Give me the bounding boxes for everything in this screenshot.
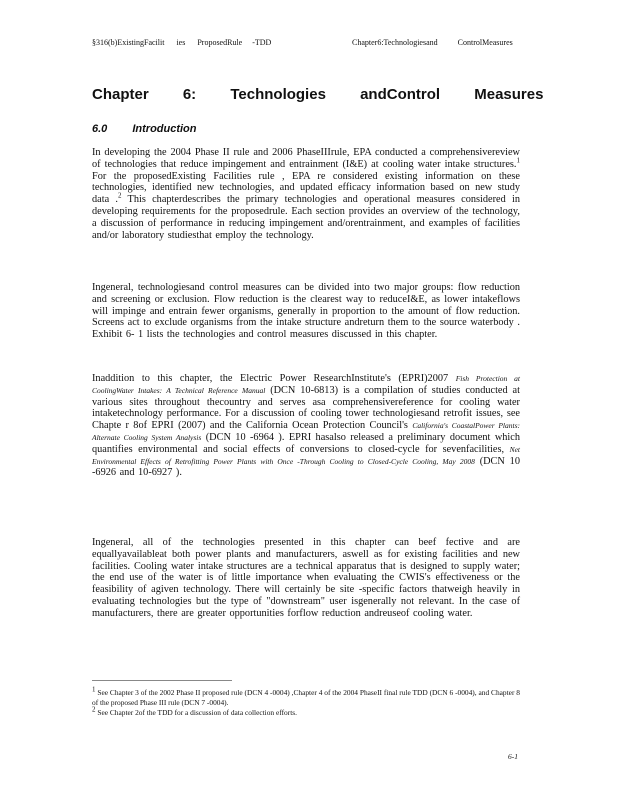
citation-epri-manual: Fish Protection at CoolingWater Intakes: A Technical Reference Manual (92, 374, 520, 395)
page-number: 6-1 (508, 752, 518, 761)
footnote-1 (92, 685, 520, 708)
footnote-2 (92, 705, 520, 718)
footnote-mark-1: 1 (92, 685, 96, 694)
running-header-right: Chapter6:Technologiesand ControlMeasures (352, 38, 513, 47)
citation-california-report: California's CoastalPower Plants: Alternate Cooling System Analysis (92, 421, 520, 442)
footnote-text-2: See Chapter 2of the TDD for a discussion of data collection efforts. (95, 708, 297, 717)
footnote-ref-1: 1 (516, 156, 520, 165)
chapter-title: Chapter 6: Technologies andControl Measures (92, 86, 544, 103)
paragraph-3-text-a: Inaddition to this chapter, the Electric Power ResearchInstitute's (EPRI)2007 (92, 373, 456, 384)
footnote-text-1: See Chapter 3 of the 2002 Phase II proposed rule (DCN 4 -0004) ,Chapter 4 of the 2004 PhaseII final rule TDD (DCN 6 -0004), and Chapter 8 of the proposed Phase III rule (DCN 7 -0004). (92, 688, 520, 707)
paragraph-1-text-b: For the proposedExisting Facilities rule , EPA re considered existing information on these technologies, identified new technologies, and updated efficacy information based on new study data . (92, 170, 520, 206)
citation-epri-retrofit: Net Environmental Effects of Retrofitting Power Plants with Once -Through Cooling to Closed-Cycle Cooling, May 2008 (92, 444, 520, 466)
footnotes (92, 685, 520, 718)
paragraph-3-text-c: (DCN 10 -6964 ). EPRI hasalso released a preliminary document which quantifies environmental and social effects of conversions to closed-cycle for sevenfacilities, (92, 431, 520, 455)
paragraph-2: Ingeneral, technologiesand control measures can be divided into two major groups: flow reduction and screening or exclusion. Flow reduction is the clearest way to reduceI&E, as lower intakeflows will impinge and entrain fewer organisms, generally in proportion to the amount of flow reduction. Screens act to exclude organisms from the intake structure andreturn them to the source waterbody . Exhibit 6- 1 lists the technologies and control measures discussed in this chapter. (92, 282, 520, 341)
running-header-left: §316(b)ExistingFacilit ies ProposedRule -TDD (92, 38, 272, 47)
footnote-divider (92, 680, 232, 681)
paragraph-3-text-b: (DCN 10-6813) is a compilation of studies conducted at various sites throughout thecountry and serves asa comprehensivereference for cooling water intaketechnology performance. For a discussion of cooling tower technologiesand retrofit issues, see Chapte r 8of EPRI (2007) and the California Ocean Protection Council's (92, 384, 520, 432)
paragraph-1 (92, 147, 520, 241)
footnote-ref-2: 2 (117, 191, 122, 200)
paragraph-3-text-d: (DCN 10 -6926 and 10-6927 ). (92, 455, 520, 479)
paragraph-1-text-a: In developing the 2004 Phase II rule and 2006 PhaseIIIrule, EPA conducted a comprehensivereview of technologies that reduce impingement and entrainment (I&E) at cooling water intake structures. (92, 147, 520, 170)
footnote-mark-2: 2 (92, 705, 96, 714)
paragraph-4: Ingeneral, all of the technologies presented in this chapter can beef fective and are equallyavailableat both power plants and manufacturers, aswell as for existing facilities and new facilities. Cooling water intake structures are a technical apparatus that is designed to supply water; the end use of the water is of little importance when evaluating the CWIS's effectiveness or the feasibility of agiven technology. There will certainly be site -specific factors thatweigh heavily in evaluating technologies but the type of "downstream" user isgenerally not relevant. In the case of manufacturers, there are greater opportunities forflow reduction andreuseof cooling water. (92, 537, 520, 619)
paragraph-3 (92, 373, 520, 479)
paragraph-1-text-c: This chapterdescribes the primary technologies and operational measures considered in developing requirements for the proposedrule. Each section provides an overview of the technology, a discussion of performance in reducing impingement and/orentrainment, and examples of facilities and/or laboratory studiesthat employ the technology. (92, 194, 520, 241)
section-heading: 6.0 Introduction (92, 123, 197, 135)
